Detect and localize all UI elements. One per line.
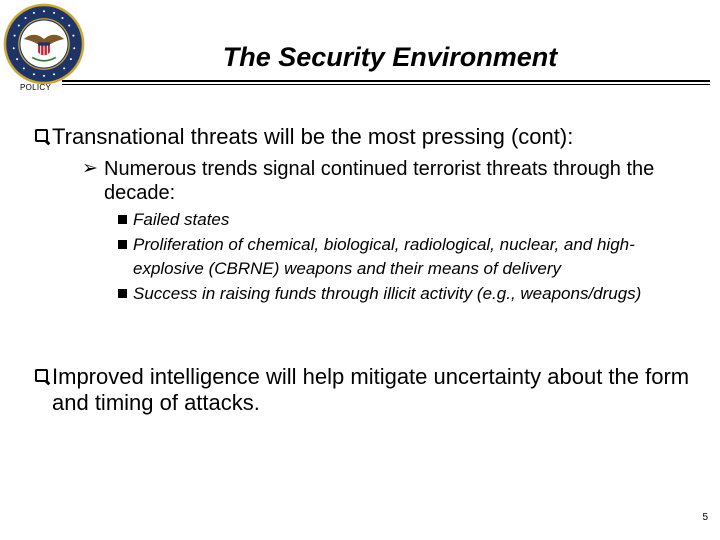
checkbox-bullet-icon bbox=[35, 369, 48, 382]
page-title: The Security Environment bbox=[222, 42, 558, 72]
list-item bbox=[118, 233, 688, 281]
arrow-bullet-icon: ➢ bbox=[82, 158, 98, 179]
list-item bbox=[118, 282, 688, 306]
bullet-text: Transnational threats will be the most pressing (cont): bbox=[52, 124, 574, 149]
section-label: POLICY bbox=[20, 83, 52, 92]
sub-bullet-terrorist-trends bbox=[82, 157, 682, 205]
title-divider bbox=[62, 80, 710, 82]
title-divider-thin bbox=[62, 84, 710, 85]
page-number: 5 bbox=[702, 512, 708, 523]
sub-bullet-text: Numerous trends signal continued terrorist threats through the decade: bbox=[104, 158, 655, 204]
square-bullet-icon bbox=[118, 215, 127, 224]
square-bullet-icon bbox=[118, 289, 127, 298]
list-item-text: Success in raising funds through illicit activity (e.g., weapons/drugs) bbox=[133, 284, 642, 303]
bullet-text: Improved intelligence will help mitigate uncertainty about the form and timing of attacks. bbox=[52, 364, 690, 415]
checkbox-bullet-icon bbox=[35, 129, 48, 142]
bullet-improved-intelligence bbox=[35, 364, 695, 416]
list-item-text: Failed states bbox=[133, 210, 230, 229]
list-item-text: Proliferation of chemical, biological, radiological, nuclear, and high-explosive (CBRNE) weapons and their means of delivery bbox=[133, 235, 635, 278]
bullet-transnational-threats bbox=[35, 124, 695, 150]
square-bullet-icon bbox=[118, 240, 127, 249]
list-item bbox=[118, 208, 688, 232]
